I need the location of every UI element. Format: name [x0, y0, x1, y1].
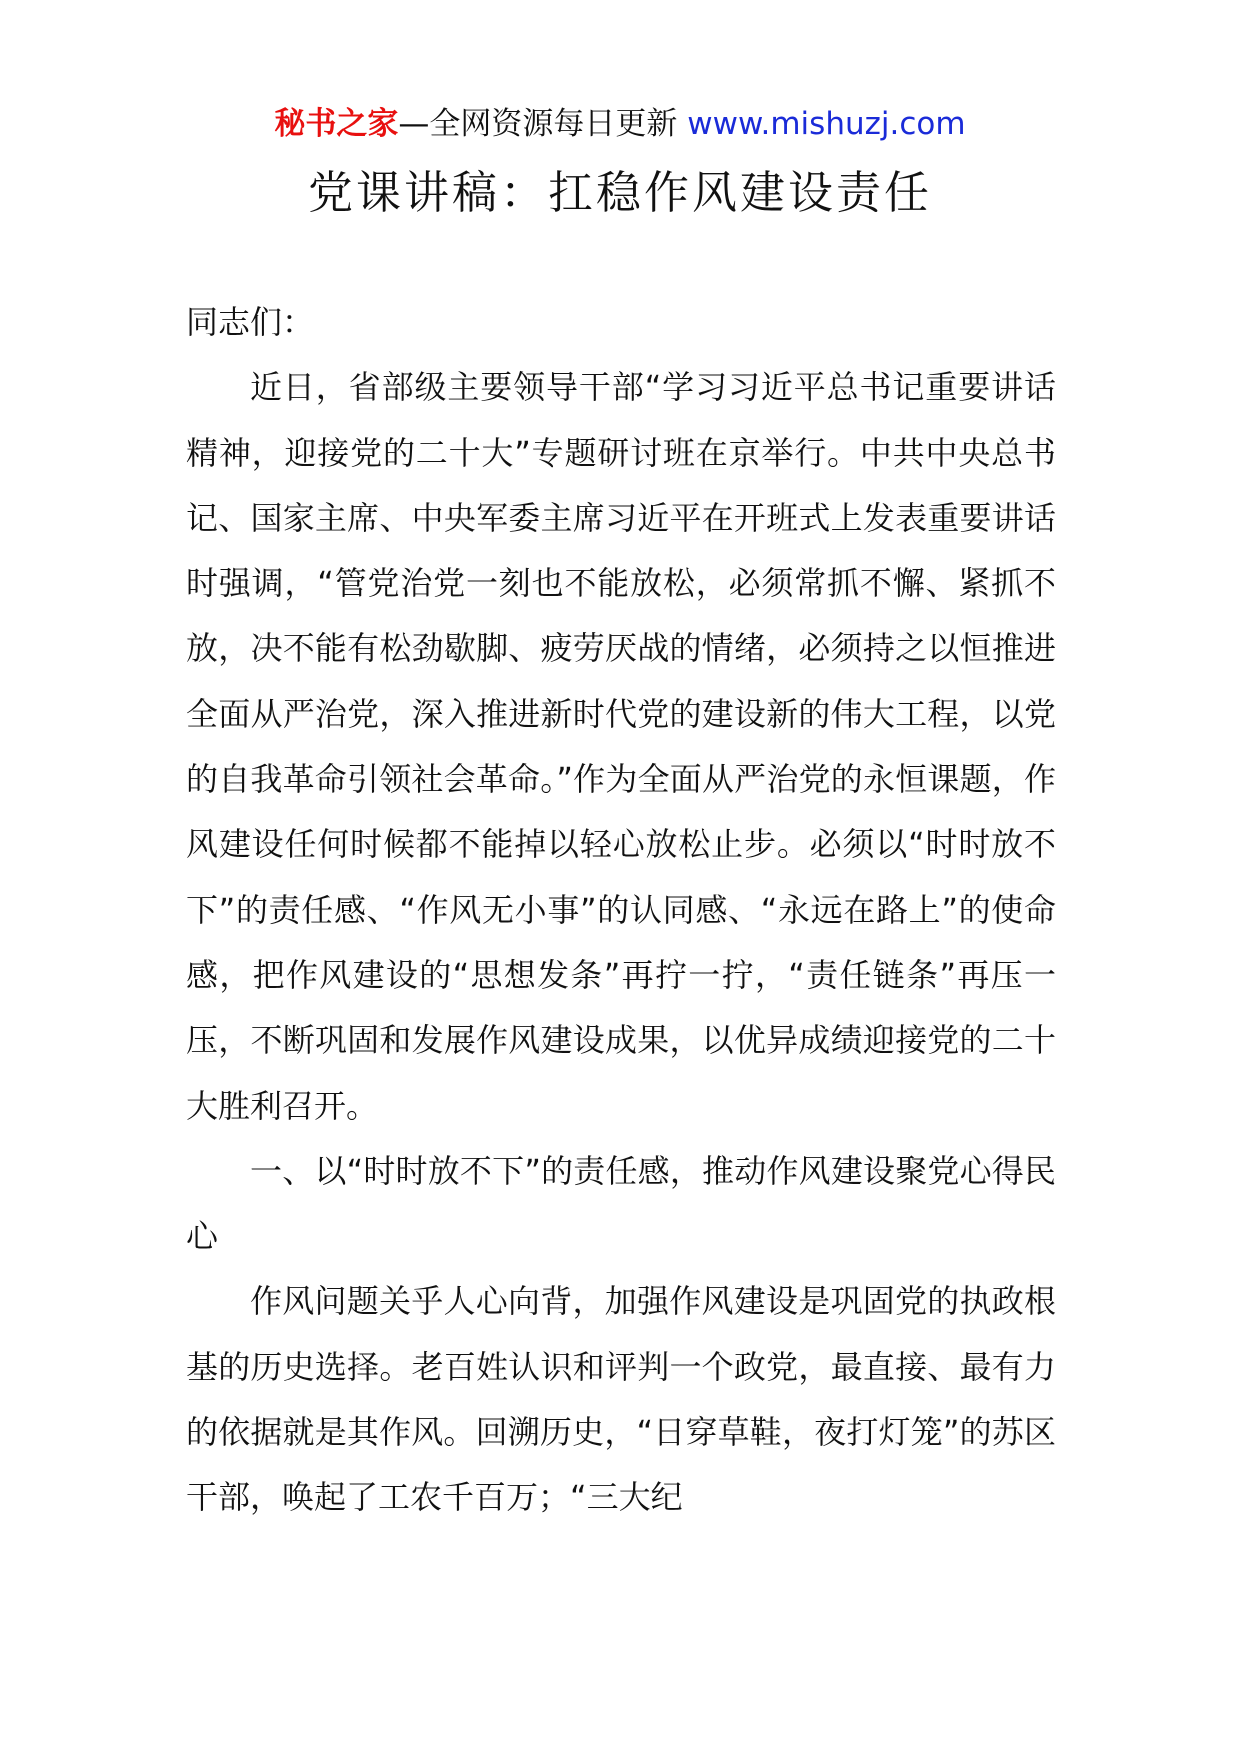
document-title: 党课讲稿：扛稳作风建设责任 — [307, 166, 932, 219]
greeting: 同志们： — [186, 303, 315, 341]
site-url-link[interactable]: www.mishuzj.com — [687, 106, 966, 142]
brand-name: 秘书之家 — [274, 106, 399, 142]
paragraph-intro: 近日，省部级主要领导干部“学习习近平总书记重要讲话精神，迎接党的二十大”专题研讨班在京举行。中共中央总书记、国家主席、中央军委主席习近平在开班式上发表重要讲话时强调，“管党治党一刻也不能放松，必须常抓不懈、紧抓不放，决不能有松劲歇脚、疲劳厌战的情绪，必须持之以恒推进全面从严治党，深入推进新时代党的建设新的伟大工程，以党的自我革命引领社会革命。”作为全面从严治党的永恒课题，作风建设任何时候都不能掉以轻心放松止步。必须以“时时放不下”的责任感、“作风无小事”的认同感、“永远在路上”的使命感，把作风建设的“思想发条”再拧一拧，“责任链条”再压一压，不断巩固和发展作风建设成果，以优异成绩迎接党的二十大胜利召开。 — [186, 368, 1056, 1125]
site-header — [0, 100, 1240, 148]
section-heading-1: 一、以“时时放不下”的责任感，推动作风建设聚党心得民心 — [186, 1151, 1056, 1256]
header-slogan: —全网资源每日更新 — [398, 106, 688, 142]
document-body — [186, 290, 1056, 1531]
paragraph-section-1: 作风问题关乎人心向背，加强作风建设是巩固党的执政根基的历史选择。老百姓认识和评判一个政党，最直接、最有力的依据就是其作风。回溯历史，“日穿草鞋，夜打灯笼”的苏区干部，唤起了工农千百万；“三大纪 — [186, 1282, 1056, 1517]
